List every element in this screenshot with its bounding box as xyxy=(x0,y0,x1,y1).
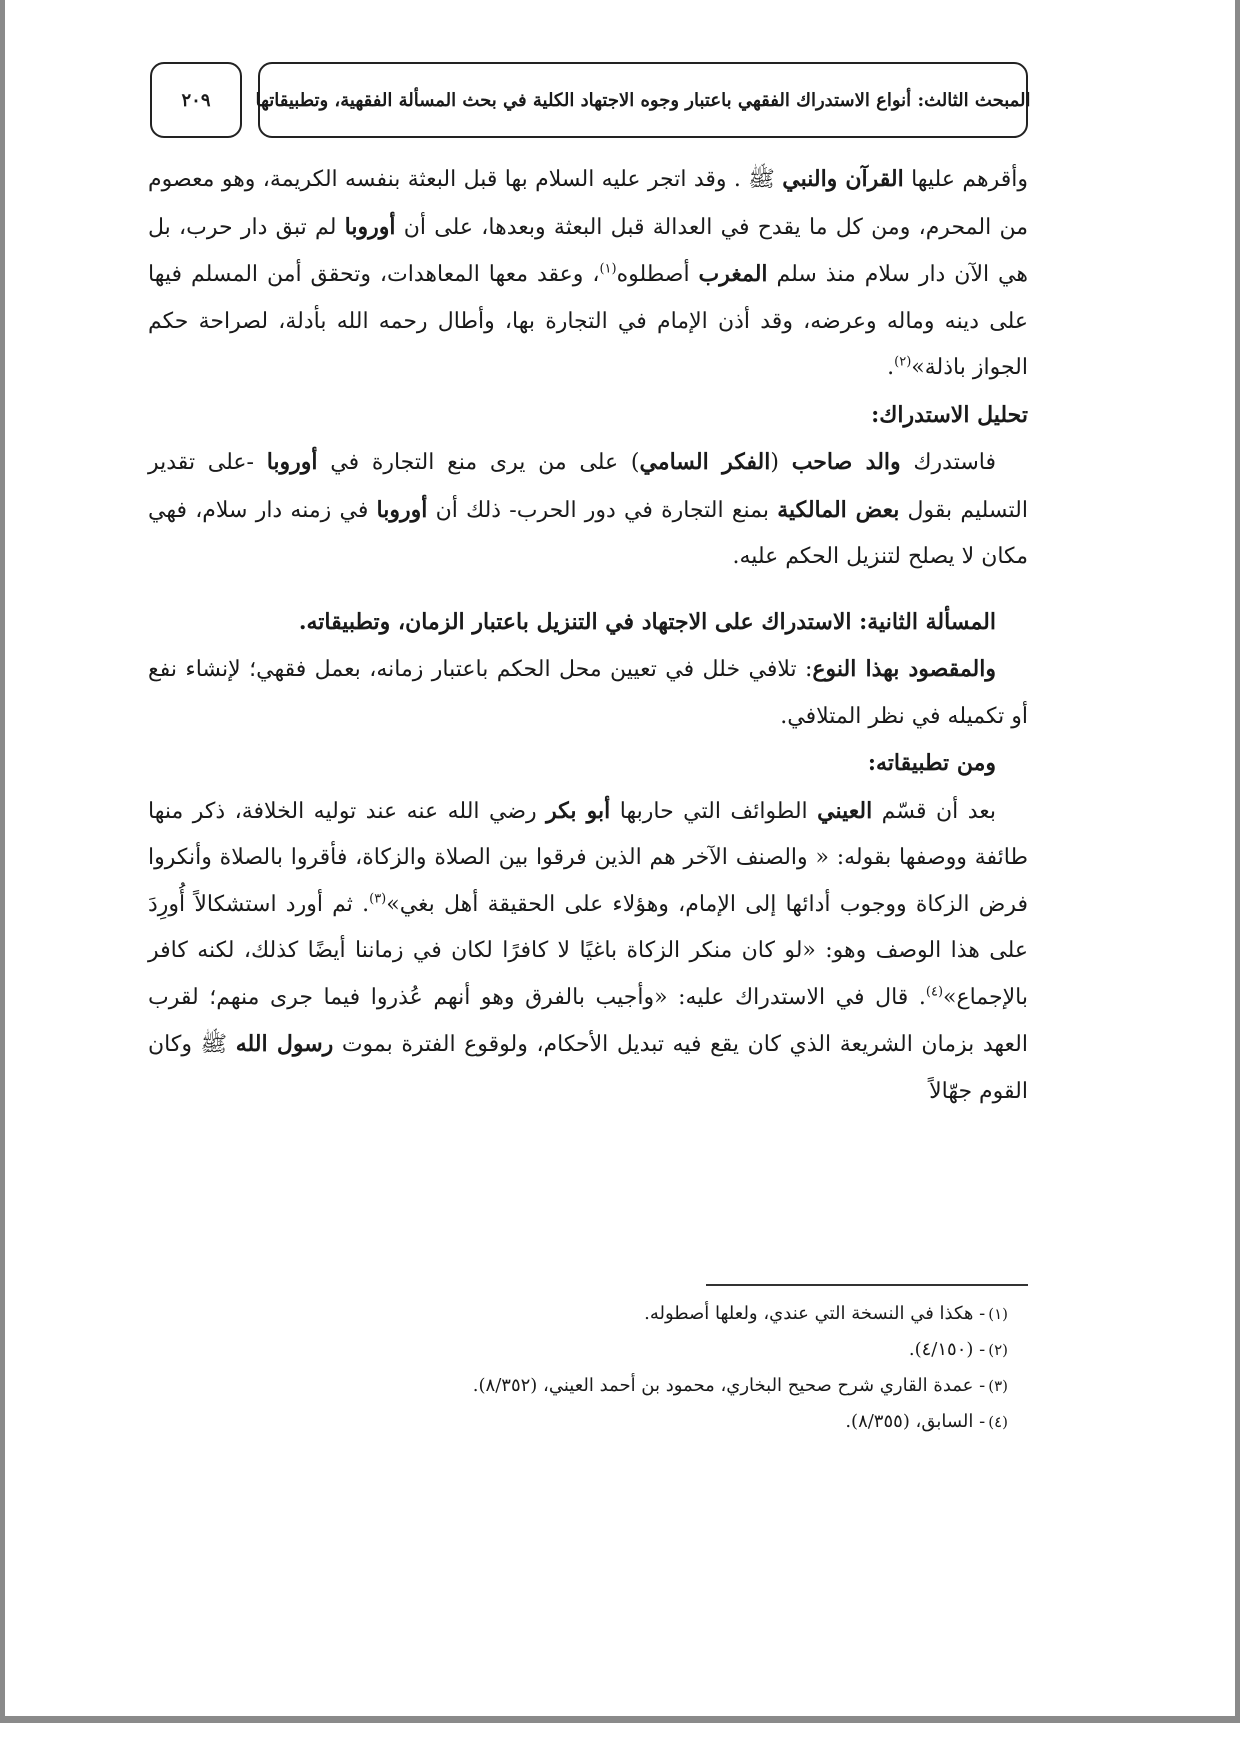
footnote-ref-3[interactable]: (٣) xyxy=(369,891,387,907)
heading-analysis: تحليل الاستدراك: xyxy=(871,401,1028,428)
footnote-ref-1[interactable]: (١) xyxy=(599,261,617,277)
section-gap xyxy=(148,581,1028,599)
footnote-separator xyxy=(706,1284,1028,1286)
body-text xyxy=(148,156,1028,1115)
footnote-4: (٤)- السابق، (٨/٣٥٥). xyxy=(845,1411,1008,1432)
footnote-2: (٢)- (٤/١٥٠). xyxy=(908,1339,1008,1360)
running-header-title: المبحث الثالث: أنواع الاستدراك الفقهي باعتبار وجوه الاجتهاد الكلية في بحث المسألة الفقهية، وتطبيقاتها xyxy=(255,89,1031,111)
paragraph-quote-continuation: وأقرهم عليها القرآن والنبي ﷺ . وقد اتجر عليه السلام بها قبل البعثة بنفسه الكريمة، وهو معصوم من المحرم، ومن كل ما يقدح في العدالة قبل البعثة وبعدها، على أن أوروبا لم تبق دار حرب، بل هي الآن دار سلام منذ سلم المغرب أصطلوه$^{(١)}$، وعقد معها المعاهدات، وتحقق أمن المسلم فيها على دينه وماله وعرضه، وقد أذن الإمام في التجارة بها، وأطال رحمه الله بأدلة، لصراحة حكم الجواز باذلة»$^{(٢)}$. xyxy=(148,166,1028,380)
page-number-box xyxy=(150,62,242,138)
heading-applications: ومن تطبيقاته: xyxy=(867,750,996,776)
paragraph-definition: والمقصود بهذا النوع: تلافي خلل في تعيين محل الحكم باعتبار زمانه، بعمل فقهي؛ لإنشاء نفع أو تكميله في نظر المتلافي. xyxy=(148,656,1028,729)
page-frame-left xyxy=(0,0,5,1722)
footnote-ref-4[interactable]: (٤) xyxy=(925,984,944,1000)
footnote-1: (١)- هكذا في النسخة التي عندي، ولعلها أصطوله. xyxy=(644,1303,1008,1324)
footnote-ref-2[interactable]: (٢) xyxy=(894,354,912,370)
paragraph-analysis: فاستدرك والد صاحب (الفكر السامي) على من يرى منع التجارة في أوروبا -على تقدير التسليم بقول بعض المالكية بمنع التجارة في دور الحرب- ذلك أن أوروبا في زمنه دار سلام، فهي مكان لا يصلح لتنزيل الحكم عليه. xyxy=(148,449,1028,569)
footnote-3: (٣)- عمدة القاري شرح صحيح البخاري، محمود بن أحمد العيني، (٨/٣٥٢). xyxy=(472,1375,1008,1396)
heading-issue-two: المسألة الثانية: الاستدراك على الاجتهاد في التنزيل باعتبار الزمان، وتطبيقاته. xyxy=(298,608,996,635)
paragraph-application: بعد أن قسّم العيني الطوائف التي حاربها أبو بكر رضي الله عنه عند توليه الخلافة، ذكر منها طائفة ووصفها بقوله: « والصنف الآخر هم الذين فرقوا بين الصلاة والزكاة، فأقروا بالصلاة وأنكروا فرض الزكاة ووجوب أدائها إلى الإمام، وهؤلاء على الحقيقة أهل بغي»$^{(٣)}$. ثم أورد استشكالاً أُورِدَ على هذا الوصف وهو: «لو كان منكر الزكاة باغيًا لا كافرًا لكان في زماننا أيضًا كذلك، لكنه كافر بالإجماع»$^{(٤)}$. قال في الاستدراك عليه: «وأجيب بالفرق وهو أنهم عُذروا فيما جرى منهم؛ لقرب العهد بزمان الشريعة الذي كان يقع فيه تبديل الأحكام، ولوقوع الفترة بموت رسول الله ﷺ وكان القوم جهّالاً xyxy=(148,797,1028,1104)
running-header xyxy=(255,62,1031,138)
page-frame-right xyxy=(1235,0,1240,1722)
page-number: ٢٠٩ xyxy=(181,89,211,111)
footnotes xyxy=(148,1296,1028,1440)
page-frame-bottom xyxy=(0,1716,1240,1723)
